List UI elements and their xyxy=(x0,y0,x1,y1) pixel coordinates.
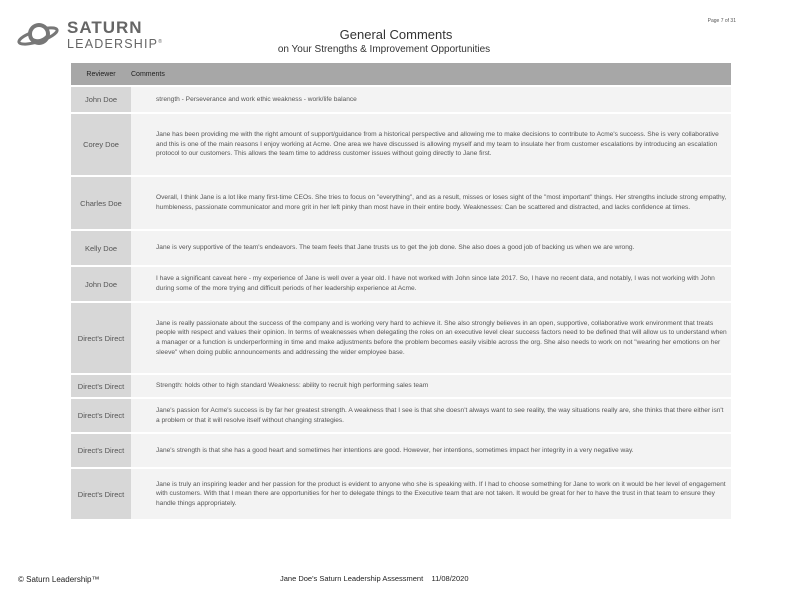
comment-cell: Jane's strength is that she has a good heart and sometimes her intentions are good. However, her intentions, sometimes impact her integrity in a very negative way. xyxy=(131,434,731,467)
page-number: Page 7 of 31 xyxy=(707,18,736,24)
header-comments: Comments xyxy=(131,63,731,85)
reviewer-cell: John Doe xyxy=(71,87,131,112)
logo-name-line2: LEADERSHIP® xyxy=(67,37,164,51)
comment-cell: I have a significant caveat here - my experience of Jane is well over a year old. I have not worked with John since late 2017. So, I have no recent data, and notably, I was not working with John during some of the more trying and difficult periods of her leadership experience at Acme. xyxy=(131,267,731,301)
comment-cell: Jane is truly an inspiring leader and her passion for the product is evident to anyone who she is speaking with. If I had to choose something for Jane to work on it would be her level of engagement with customers. With that I mean there are opportunities for her to delegate things to the Executive team that are not taken. It would be great for her to have the trust in that team to ensure they handle things appropriately. xyxy=(131,469,731,519)
reviewer-cell: Corey Doe xyxy=(71,114,131,175)
table-row xyxy=(71,375,731,397)
footer-copyright: © Saturn Leadership™ xyxy=(18,575,100,584)
comments-table xyxy=(71,61,731,521)
reviewer-cell: Charles Doe xyxy=(71,177,131,229)
table-row xyxy=(71,177,731,229)
table-row xyxy=(71,114,731,175)
comment-cell: Jane is really passionate about the success of the company and is working very hard to achieve it. She also strongly believes in an open, supportive, collaborative work environment that treats people with respect and values their opinion. In terms of weaknesses when delegating the roles on an executive level clear success factors need to be defined that will allow us to understand when a manager or a function is underperforming in time and make adjustments before the problem becomes easily visible across the org. She also needs to work on not "wearing her emotions on her sleeve" when doing public announcements and addressing the wider employee base. xyxy=(131,303,731,373)
reviewer-cell: Direct's Direct xyxy=(71,434,131,467)
comment-cell: Jane is very supportive of the team's endeavors. The team feels that Jane trusts us to get the job done. She also does a good job of backing us when we are wrong. xyxy=(131,231,731,265)
comment-cell: Overall, I think Jane is a lot like many first-time CEOs. She tries to focus on "everything", and as a result, misses or loses sight of the "most important" things. Her strengths include strong empathy, humbleness, passionate communicator and more grit in her left pinky than most have in their entire body. Weaknesses: Can be scattered and distracted, and lacks confidence at times. xyxy=(131,177,731,229)
comment-cell: Jane's passion for Acme's success is by far her greatest strength. A weakness that I see is that she doesn't always want to see reality, the way situations really are, she thinks that there either isn't a problem or that it will resolve itself without changing strategies. xyxy=(131,399,731,432)
table-row xyxy=(71,399,731,432)
header-reviewer: Reviewer xyxy=(71,63,131,85)
table-row xyxy=(71,267,731,301)
comment-cell: Strength: holds other to high standard Weakness: ability to recruit high performing sales team xyxy=(131,375,731,397)
table-row xyxy=(71,469,731,519)
reviewer-cell: John Doe xyxy=(71,267,131,301)
reviewer-cell: Direct's Direct xyxy=(71,399,131,432)
reviewer-cell: Direct's Direct xyxy=(71,469,131,519)
comment-cell: strength - Perseverance and work ethic weakness - work/life balance xyxy=(131,87,731,112)
reviewer-cell: Direct's Direct xyxy=(71,375,131,397)
footer-assessment-label: Jane Doe's Saturn Leadership Assessment 11/08/2020 xyxy=(280,574,469,583)
table-row xyxy=(71,231,731,265)
page-title: General Comments xyxy=(339,27,453,42)
table-row xyxy=(71,87,731,112)
table-header-row xyxy=(71,63,731,85)
table-row xyxy=(71,434,731,467)
reviewer-cell: Direct's Direct xyxy=(71,303,131,373)
logo-name-line1: SATURN xyxy=(67,18,143,37)
table-row xyxy=(71,303,731,373)
page-subtitle: on Your Strengths & Improvement Opportunities xyxy=(277,44,491,55)
comment-cell: Jane has been providing me with the right amount of support/guidance from a historical perspective and allowing me to make decisions to contribute to Acme's success. She is very collaborative and this is one of the main reasons I enjoy working at Acme. One area we have discussed is allowing myself and my team to insulate her from customer escalations by introducing an escalation protocol to our customers. This allows the team time to address customer issues without going directly to Jane first. xyxy=(131,114,731,175)
reviewer-cell: Kelly Doe xyxy=(71,231,131,265)
